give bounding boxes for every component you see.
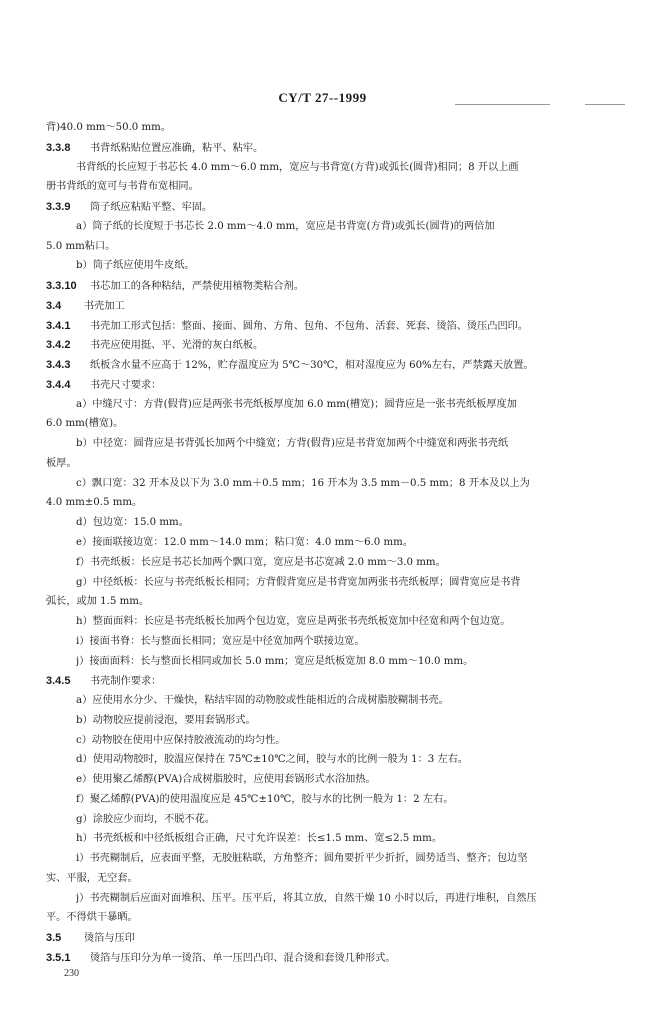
- line-text: e）接面联接边宽：12.0 mm～14.0 mm；粘口宽：4.0 mm～6.0 mm。: [76, 537, 414, 548]
- line-text: 书芯加工的各种粘结，严禁使用植物类粘合剂。: [90, 281, 304, 292]
- text-line: [46, 869, 631, 889]
- clause-line: [46, 138, 631, 158]
- header-rule: [585, 104, 625, 105]
- clause-number: 3.4.5: [46, 675, 71, 687]
- page-number: 230: [64, 968, 79, 979]
- line-text: 书背纸粘贴位置应准确，粘平、粘牢。: [90, 143, 264, 154]
- line-text: a）中缝尺寸：方背(假背)应是两张书壳纸板厚度加 6.0 mm(槽宽)；圆背应是一张书壳纸板厚度加: [76, 399, 517, 410]
- text-line: [76, 652, 631, 672]
- clause-line: [46, 316, 631, 336]
- text-line: [76, 889, 631, 909]
- line-text: 书壳制作要求：: [90, 676, 162, 687]
- text-line: [76, 573, 631, 593]
- text-line: [46, 493, 631, 513]
- text-line: [46, 414, 631, 434]
- clause-number: 3.3.10: [46, 280, 77, 292]
- line-text: 册书背纸的宽可与书背布宽相同。: [46, 181, 199, 192]
- line-text: 烫箔与压印: [84, 933, 135, 944]
- line-text: i）书壳糊制后，应表面平整，无胶脏粘联，方角整齐；圆角要折平少折折，圆势适当、整齐；包边坚: [76, 853, 528, 864]
- line-text: c）飘口宽：32 开本及以下为 3.0 mm＋0.5 mm；16 开本为 3.5 mm－0.5 mm；8 开本及以上为: [76, 478, 530, 489]
- line-text: g）中径纸板：长应与书壳纸板长相同；方背假背宽应是书背宽加两张书壳纸板厚；圆背宽应是书背: [76, 577, 521, 588]
- line-text: d）包边宽：15.0 mm。: [76, 517, 189, 528]
- line-text: b）筒子纸应使用牛皮纸。: [76, 260, 195, 271]
- text-line: [76, 553, 631, 573]
- header-rule: [455, 104, 550, 105]
- line-text: a）筒子纸的长度短于书芯长 2.0 mm～4.0 mm，宽应是书背宽(方背)或弧长(圆背)的两倍加: [76, 221, 495, 232]
- text-line: [76, 790, 631, 810]
- line-text: 弧长，或加 1.5 mm。: [46, 596, 150, 607]
- text-line: [76, 158, 631, 178]
- line-text: f）聚乙烯醇(PVA)的使用温度应是 45℃±10℃，胶与水的比例一般为 1：2 左右。: [76, 794, 454, 805]
- line-text: 烫箔与压印分为单一烫箔、单一压凹凸印、混合烫和套烫几种形式。: [90, 953, 396, 964]
- clause-line: [46, 355, 631, 375]
- text-line: [46, 592, 631, 612]
- line-text: 平。不得烘干暴晒。: [46, 912, 138, 923]
- text-line: [76, 395, 631, 415]
- clause-number: 3.4.2: [46, 339, 71, 351]
- clause-line: [46, 296, 631, 316]
- clause-number: 3.4.1: [46, 320, 71, 332]
- line-text: j）接面面料：长与整面长相同或加长 5.0 mm；宽应是纸板宽加 8.0 mm～10.0 mm。: [76, 656, 474, 667]
- line-text: 书壳应使用挺、平、光滑的灰白纸板。: [90, 340, 264, 351]
- line-text: 6.0 mm(槽宽)。: [46, 418, 124, 429]
- line-text: i）接面书脊：长与整面长相同；宽应是中径宽加两个联接边宽。: [76, 636, 365, 647]
- text-line: [76, 691, 631, 711]
- line-text: 板厚。: [46, 458, 77, 469]
- text-line: [76, 711, 631, 731]
- text-line: [76, 810, 631, 830]
- line-text: g）涂胶应少而均，不脱不花。: [76, 814, 215, 825]
- line-text: 书壳尺寸要求：: [90, 380, 162, 391]
- text-line: [76, 474, 631, 494]
- line-text: h）整面面料：长应是书壳纸板长加两个包边宽，宽应是两张书壳纸板宽加中径宽和两个包边宽。: [76, 616, 511, 627]
- text-line: [76, 513, 631, 533]
- text-line: [76, 217, 631, 237]
- line-text: 实、平服，无空套。: [46, 873, 138, 884]
- text-line: [46, 237, 631, 257]
- line-text: j）书壳糊制后应面对面堆积、压平。压平后，将其立放，自然干燥 10 小时以后，再进行堆积，自然压: [76, 893, 537, 904]
- line-text: 书壳加工: [84, 301, 125, 312]
- clause-number: 3.3.8: [46, 142, 71, 154]
- line-text: 书壳加工形式包括：整面、接面、圆角、方角、包角、不包角、活套、死套、烫箔、烫压凸凹印。: [90, 321, 529, 332]
- text-line: [46, 908, 631, 928]
- line-text: 5.0 mm粘口。: [46, 241, 116, 252]
- line-text: 背)40.0 mm～50.0 mm。: [46, 122, 172, 133]
- text-line: [76, 849, 631, 869]
- text-line: [46, 118, 631, 138]
- clause-number: 3.5: [46, 932, 62, 944]
- line-text: 书背纸的长应短于书芯长 4.0 mm～6.0 mm，宽应与书背宽(方背)或弧长(圆背)相同；8 开以上画: [76, 162, 519, 173]
- clause-line: [46, 197, 631, 217]
- clause-number: 3.3.9: [46, 201, 71, 213]
- line-text: d）使用动物胶时，胶温应保持在 75℃±10℃之间，胶与水的比例一般为 1：3 左右。: [76, 754, 469, 765]
- clause-number: 3.5.1: [46, 952, 71, 964]
- clause-number: 3.4: [46, 300, 62, 312]
- text-line: [76, 770, 631, 790]
- text-line: [76, 533, 631, 553]
- line-text: h）书壳纸板和中径纸板组合正确，尺寸允许误差：长≤1.5 mm、宽≤2.5 mm。: [76, 833, 443, 844]
- line-text: b）动物胶应提前浸泡，要用套锅形式。: [76, 715, 256, 726]
- text-line: [46, 177, 631, 197]
- text-line: [76, 829, 631, 849]
- text-line: [76, 434, 631, 454]
- clause-number: 3.4.4: [46, 379, 71, 391]
- clause-line: [46, 375, 631, 395]
- line-text: 纸板含水量不应高于 12%，贮存温度应为 5℃～30℃，相对湿度应为 60%左右，严禁露天放置。: [90, 360, 534, 371]
- line-text: a）应使用水分少、干燥快，粘结牢固的动物胶或性能相近的合成树脂胶糊制书壳。: [76, 695, 449, 706]
- clause-number: 3.4.3: [46, 359, 71, 371]
- text-line: [76, 612, 631, 632]
- line-text: b）中径宽：圆背应是书背弧长加两个中缝宽；方背(假背)应是书背宽加两个中缝宽和两张书壳纸: [76, 438, 509, 449]
- clause-line: [46, 671, 631, 691]
- clause-line: [46, 276, 631, 296]
- text-line: [76, 256, 631, 276]
- line-text: f）书壳纸板：长应是书芯长加两个飘口宽，宽应是书芯宽减 2.0 mm～3.0 mm。: [76, 557, 446, 568]
- clause-line: [46, 948, 631, 968]
- text-line: [76, 731, 631, 751]
- text-line: [46, 454, 631, 474]
- line-text: 4.0 mm±0.5 mm。: [46, 497, 143, 508]
- clause-line: [46, 335, 631, 355]
- text-line: [76, 632, 631, 652]
- standard-code: CY/T 27--1999: [278, 90, 367, 105]
- line-text: e）使用聚乙烯醇(PVA)合成树脂胶时，应使用套锅形式水浴加热。: [76, 774, 376, 785]
- clause-line: [46, 928, 631, 948]
- text-line: [76, 750, 631, 770]
- line-text: c）动物胶在使用中应保持胶液流动的均匀性。: [76, 735, 286, 746]
- line-text: 筒子纸应粘贴平整、牢固。: [90, 202, 213, 213]
